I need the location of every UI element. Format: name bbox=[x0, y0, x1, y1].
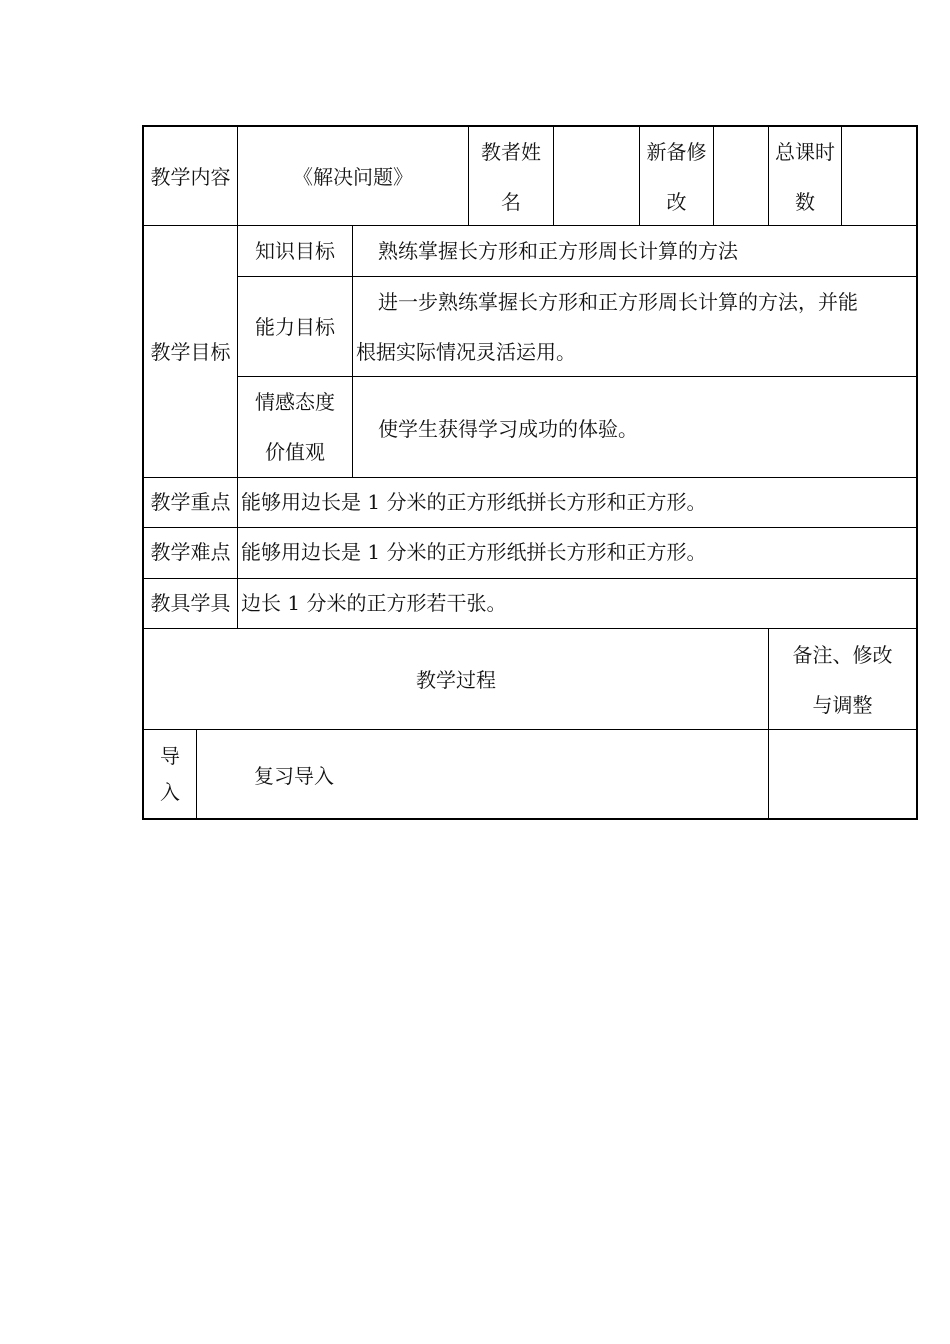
difficulty-label: 教学难点 bbox=[150, 540, 231, 564]
knowledge-goal-label: 知识目标 bbox=[255, 239, 335, 263]
col-divider bbox=[553, 125, 554, 225]
teacher-label-line2: 名 bbox=[501, 190, 521, 214]
total-label-line1: 总课时 bbox=[775, 140, 835, 164]
process-label: 教学过程 bbox=[416, 668, 496, 692]
tools-label: 教具学具 bbox=[150, 591, 231, 615]
notes-label-line2: 与调整 bbox=[812, 693, 873, 717]
intro-label-line1: 导 bbox=[160, 744, 180, 768]
intro-label-line2: 入 bbox=[160, 780, 180, 804]
col-divider bbox=[352, 225, 353, 477]
ability-goal-text-line2: 根据实际情况灵活运用。 bbox=[356, 340, 576, 364]
tools-text: 边长 1 分米的正方形若干张。 bbox=[241, 591, 507, 615]
key-point-text: 能够用边长是 1 分米的正方形纸拼长方形和正方形。 bbox=[241, 490, 707, 514]
emotion-goal-label-line1: 情感态度 bbox=[255, 390, 335, 414]
col-divider bbox=[713, 125, 714, 225]
emotion-goal-label-line2: 价值观 bbox=[265, 440, 325, 464]
total-label-line2: 数 bbox=[795, 190, 815, 214]
key-point-label: 教学重点 bbox=[150, 490, 231, 514]
ability-goal-text-line1: 进一步熟练掌握长方形和正方形周长计算的方法，并能 bbox=[378, 290, 858, 314]
revise-label-line2: 改 bbox=[666, 190, 687, 214]
notes-label-line1: 备注、修改 bbox=[792, 643, 893, 667]
intro-text: 复习导入 bbox=[254, 764, 334, 788]
teacher-label-line1: 教者姓 bbox=[481, 140, 541, 164]
table-border-left bbox=[142, 125, 144, 820]
ability-goal-label: 能力目标 bbox=[255, 315, 335, 339]
row-divider bbox=[142, 628, 918, 629]
knowledge-goal-text: 熟练掌握长方形和正方形周长计算的方法 bbox=[378, 239, 738, 263]
goals-label: 教学目标 bbox=[150, 340, 231, 364]
difficulty-text: 能够用边长是 1 分米的正方形纸拼长方形和正方形。 bbox=[241, 540, 707, 564]
revise-label-line1: 新备修 bbox=[646, 140, 707, 164]
col-divider bbox=[196, 729, 197, 819]
content-label: 教学内容 bbox=[150, 165, 231, 189]
table-border-right bbox=[916, 125, 918, 820]
emotion-goal-text: 使学生获得学习成功的体验。 bbox=[378, 417, 638, 441]
content-value: 《解决问题》 bbox=[293, 165, 413, 189]
col-divider bbox=[841, 125, 842, 225]
table-border-bottom bbox=[142, 818, 918, 820]
